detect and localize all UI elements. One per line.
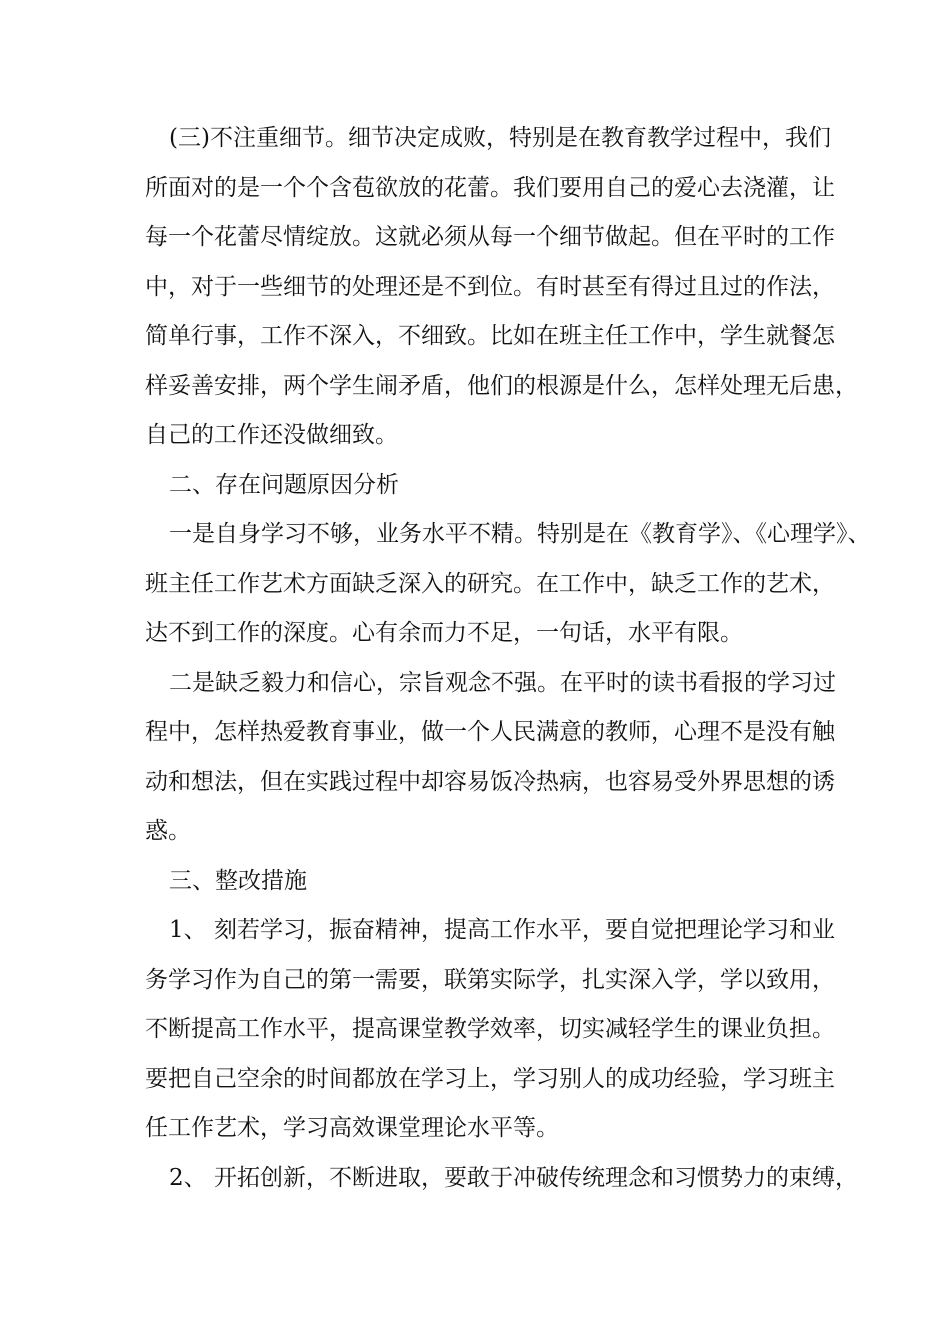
paragraph-line: 样妥善安排，两个学生闹矛盾，他们的根源是什么，怎样处理无后患， bbox=[145, 372, 858, 399]
paragraph-line: (三)不注重细节。细节决定成败，特别是在教育教学过程中，我们 bbox=[169, 125, 831, 151]
paragraph-line: 简单行事，工作不深入，不细致。比如在班主任工作中，学生就餐怎 bbox=[145, 323, 835, 349]
document-body bbox=[145, 116, 871, 1205]
list-item-line: 1、 刻若学习，振奋精神，提高工作水平，要自觉把理论学习和业 bbox=[169, 917, 835, 943]
section-heading: 二、存在问题原因分析 bbox=[169, 471, 399, 498]
paragraph-line: 每一个花蕾尽情绽放。这就必须从每一个细节做起。但在平时的工作 bbox=[145, 224, 835, 250]
paragraph-line: 中，对于一些细节的处理还是不到位。有时甚至有得过且过的作法， bbox=[145, 273, 835, 300]
list-item-line: 2、 开拓创新，不断进取，要敢于冲破传统理念和习惯势力的束缚， bbox=[169, 1164, 858, 1191]
paragraph-line: 达不到工作的深度。心有余而力不足，一句话，水平有限。 bbox=[145, 620, 743, 646]
paragraph-line: 一是自身学习不够，业务水平不精。特别是在《教育学》、《心理学》、 bbox=[169, 521, 871, 547]
paragraph-line: 班主任工作艺术方面缺乏深入的研究。在工作中，缺乏工作的艺术， bbox=[145, 570, 835, 597]
paragraph-line: 惑。 bbox=[145, 818, 191, 844]
list-item-line: 务学习作为自己的第一需要，联第实际学，扎实深入学，学以致用， bbox=[145, 966, 835, 993]
paragraph-line: 所面对的是一个个含苞欲放的花蕾。我们要用自己的爱心去浇灌，让 bbox=[145, 174, 835, 201]
list-item-line: 任工作艺术，学习高效课堂理论水平等。 bbox=[145, 1115, 559, 1141]
list-item-line: 不断提高工作水平，提高课堂教学效率，切实减轻学生的课业负担。 bbox=[145, 1016, 835, 1042]
paragraph-line: 动和想法，但在实践过程中却容易饭冷热病，也容易受外界思想的诱 bbox=[145, 768, 835, 795]
paragraph-line: 程中，怎样热爱教育事业，做一个人民满意的教师，心理不是没有触 bbox=[145, 719, 835, 745]
section-heading: 三、整改措施 bbox=[169, 867, 307, 894]
paragraph-line: 自己的工作还没做细致。 bbox=[145, 422, 398, 448]
list-item-line: 要把自己空余的时间都放在学习上，学习别人的成功经验，学习班主 bbox=[145, 1065, 835, 1092]
paragraph-line: 二是缺乏毅力和信心，宗旨观念不强。在平时的读书看报的学习过 bbox=[169, 669, 836, 696]
